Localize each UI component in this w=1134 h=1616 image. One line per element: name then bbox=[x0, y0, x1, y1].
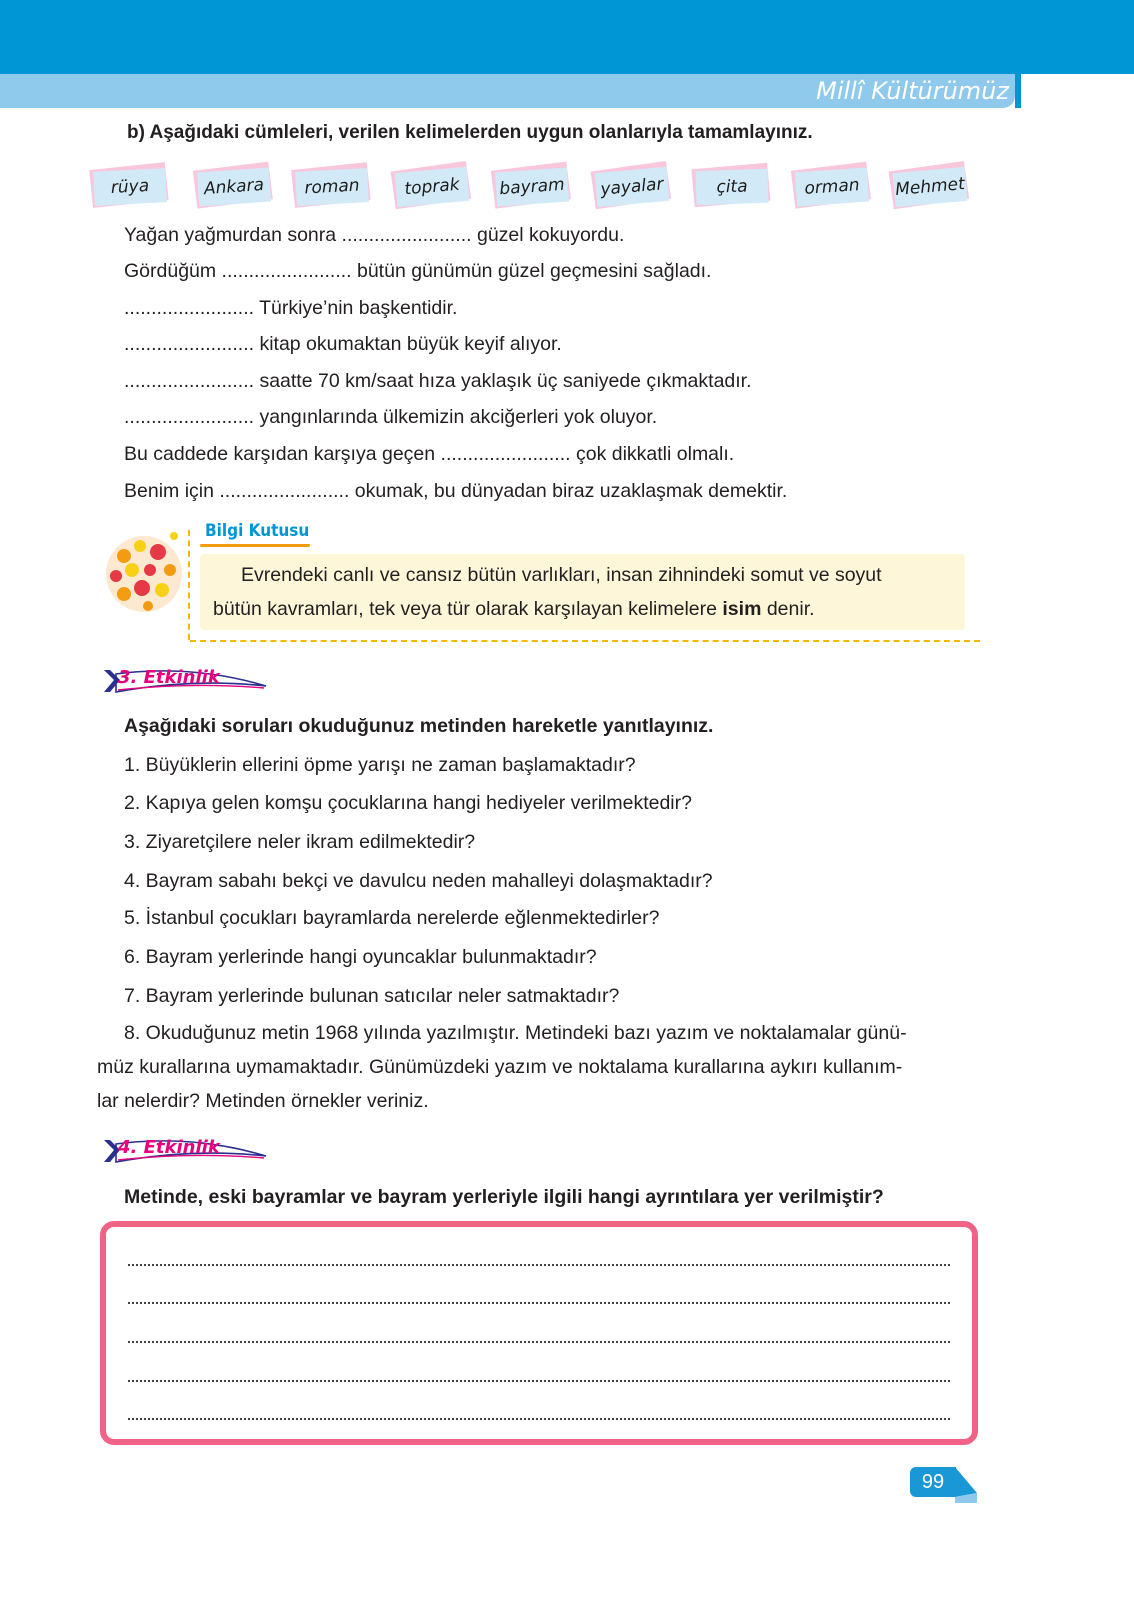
sentence: ........................ yangınlarında ülkemizin akciğerleri yok oluyor. bbox=[124, 406, 658, 428]
question: 6. Bayram yerlerinde hangi oyuncaklar bulunmaktadır? bbox=[124, 946, 597, 968]
question: 2. Kapıya gelen komşu çocuklarına hangi hediyeler verilmektedir? bbox=[124, 792, 692, 814]
page-number: 99 bbox=[921, 1471, 945, 1493]
activity-3-label: 3. Etkinlik bbox=[118, 667, 220, 688]
answer-box bbox=[100, 1221, 978, 1445]
sentence: ........................ Türkiye’nin başkentidir. bbox=[124, 297, 458, 319]
word-tag bbox=[295, 168, 369, 206]
question: 3. Ziyaretçilere neler ikram edilmektedir? bbox=[124, 831, 476, 853]
word-tag bbox=[197, 168, 271, 207]
question: 1. Büyüklerin ellerini öpme yarışı ne zaman başlamaktadır? bbox=[124, 754, 636, 776]
info-box-label: Bilgi Kutusu bbox=[205, 521, 310, 541]
header-bar bbox=[0, 0, 1134, 74]
word-tag bbox=[395, 167, 470, 207]
word-tag bbox=[93, 168, 167, 206]
chapter-title: Millî Kültürümüz bbox=[816, 77, 1009, 105]
chapter-bar-edge bbox=[1015, 74, 1021, 108]
info-line-1: Evrendeki canlı ve cansız bütün varlıkları, insan zihnindeki somut ve soyut bbox=[241, 564, 882, 586]
info-line-2 bbox=[213, 598, 963, 621]
answer-line[interactable] bbox=[128, 1264, 950, 1266]
info-border-left bbox=[188, 530, 190, 640]
word-tag-label: yayalar bbox=[595, 167, 670, 207]
question-8-line: lar nelerdir? Metinden örnekler veriniz. bbox=[97, 1090, 429, 1112]
activity-4-label: 4. Etkinlik bbox=[118, 1137, 220, 1158]
word-tag bbox=[495, 168, 569, 207]
word-tag-label: rüya bbox=[93, 168, 167, 206]
question-8-line: 8. Okuduğunuz metin 1968 yılında yazılmıştır. Metindeki bazı yazım ve noktalamalar günü- bbox=[124, 1022, 907, 1044]
sentence: Yağan yağmurdan sonra ........................ güzel kokuyordu. bbox=[124, 224, 625, 246]
word-tag-label: roman bbox=[295, 168, 369, 206]
info-line-2-end: denir. bbox=[761, 598, 815, 620]
word-tag bbox=[595, 167, 670, 207]
sentence: Bu caddede karşıdan karşıya geçen ........................ çok dikkatli olmalı. bbox=[124, 443, 735, 465]
activity-4-question: Metinde, eski bayramlar ve bayram yerleriyle ilgili hangi ayrıntılara yer verilmiştir? bbox=[124, 1186, 884, 1208]
answer-line[interactable] bbox=[128, 1418, 950, 1420]
answer-line[interactable] bbox=[128, 1380, 950, 1382]
word-tag-label: çita bbox=[695, 169, 768, 205]
question: 5. İstanbul çocukları bayramlarda nerelerde eğlenmektedirler? bbox=[124, 907, 660, 929]
activity-3-instruction: Aşağıdaki soruları okuduğunuz metinden hareketle yanıtlayınız. bbox=[124, 715, 714, 737]
exercise-b-instruction: b) Aşağıdaki cümleleri, verilen kelimelerden uygun olanlarıyla tamamlayınız. bbox=[127, 122, 813, 143]
activity-3-banner bbox=[102, 666, 272, 696]
info-ball-icon bbox=[104, 530, 184, 616]
sentence: Gördüğüm ........................ bütün günümün güzel geçmesini sağladı. bbox=[124, 260, 712, 282]
sentence: Benim için ........................ okumak, bu dünyadan biraz uzaklaşmak demektir. bbox=[124, 480, 788, 502]
answer-line[interactable] bbox=[128, 1341, 950, 1343]
info-keyword: isim bbox=[722, 598, 762, 620]
word-bank bbox=[90, 162, 1010, 214]
sentence: ........................ saatte 70 km/saat hıza yaklaşık üç saniyede çıkmaktadır. bbox=[124, 370, 752, 392]
activity-4-banner bbox=[102, 1136, 272, 1166]
word-tag-label: Mehmet bbox=[893, 167, 968, 207]
page-tab-arrow-icon bbox=[955, 1467, 979, 1505]
info-label-underline bbox=[200, 544, 310, 547]
sentence: ........................ kitap okumaktan büyük keyif alıyor. bbox=[124, 333, 562, 355]
question-8-line: müz kurallarına uymamaktadır. Günümüzdeki yazım ve noktalama kurallarına aykırı kullanım- bbox=[97, 1056, 903, 1078]
question: 4. Bayram sabahı bekçi ve davulcu neden mahalleyi dolaşmaktadır? bbox=[124, 870, 713, 892]
info-line-2-text: bütün kavramları, tek veya tür olarak karşılayan kelimelere bbox=[213, 598, 723, 620]
word-tag bbox=[695, 169, 768, 205]
word-tag-label: toprak bbox=[395, 167, 470, 207]
word-tag bbox=[795, 168, 869, 207]
word-tag-label: Ankara bbox=[197, 168, 271, 207]
question: 7. Bayram yerlerinde bulunan satıcılar neler satmaktadır? bbox=[124, 985, 620, 1007]
word-tag bbox=[893, 167, 968, 207]
info-border-bottom bbox=[190, 640, 980, 642]
word-tag-label: orman bbox=[795, 168, 869, 207]
word-tag-label: bayram bbox=[495, 168, 569, 207]
answer-line[interactable] bbox=[128, 1302, 950, 1304]
